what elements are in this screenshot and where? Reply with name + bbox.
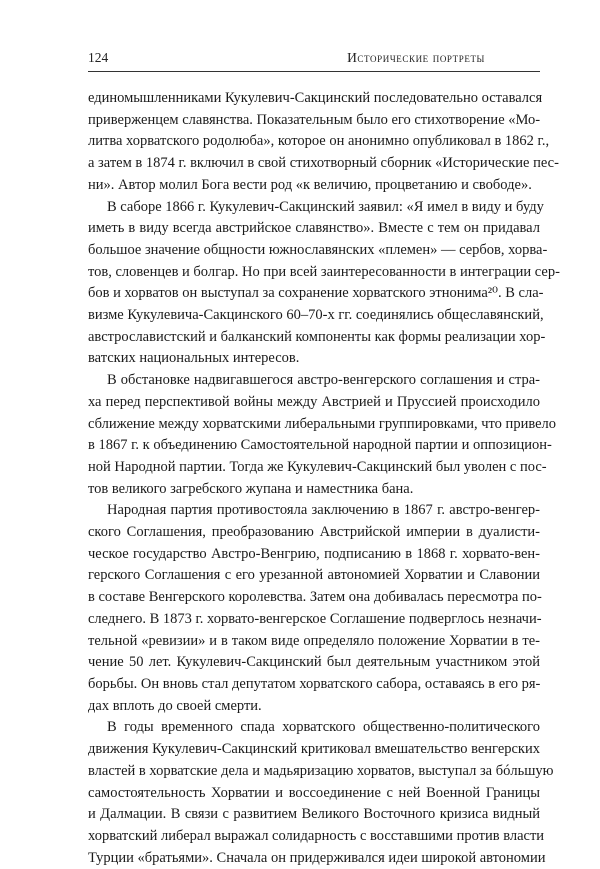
text-line: самостоятельность Хорватии и воссоединение с ней Военной Границы [88,784,540,801]
text-line: следнего. В 1873 г. хорвато-венгерское Соглашение подверглось незначи- [88,610,542,627]
text-line: ческое государство Австро-Венгрию, подписанию в 1868 г. хорвато-вен- [88,545,540,562]
paragraph [88,717,554,869]
text-line: приверженцем славянства. Показательным было его стихотворение «Мо- [88,111,541,128]
running-title: Исторические портреты [347,50,485,65]
text-line: ского Соглашения, преобразованию Австрийской империи в дуалисти- [88,524,540,541]
text-line: большое значение общности южнославянских «племен» — сербов, хорва- [88,241,548,258]
paragraph [88,88,559,197]
text-line: хорватский либерал выражал солидарность с восставшими против власти [88,827,545,844]
text-line: тельной «ревизии» и в таком виде определяло положение Хорватии в те- [88,632,540,649]
text-line: в составе Венгерского королевства. Затем она добивалась пересмотра по- [88,589,542,606]
page-number: 124 [88,50,109,65]
text-line: сближение между хорватскими либеральными группировками, что привело [88,415,557,432]
text-line: ной Народной партии. Тогда же Кукулевич-Сакцинский был уволен с пос- [88,458,547,475]
paragraph [88,500,540,717]
text-line: ватских национальных интересов. [88,350,300,367]
text-line: Турции «братьями». Сначала он придерживался идеи широкой автономии [88,849,546,866]
text-line: в 1867 г. к объединению Самостоятельной народной партии и оппозицион- [88,437,552,454]
text-line: чение 50 лет. Кукулевич-Сакцинский был деятельным участником этой [88,654,540,671]
body-text [88,88,560,869]
text-line: В саборе 1866 г. Кукулевич-Сакцинский заявил: «Я имел в виду и буду [107,198,544,215]
text-line: единомышленниками Кукулевич-Сакцинский последовательно оставался [88,90,543,106]
text-line: бов и хорватов он выступал за сохранение хорватского этнонима²⁰. В сла- [88,285,544,302]
header-rule [88,71,540,72]
text-line: властей в хорватские дела и мадьяризацию хорватов, выступал за бóльшую [88,762,554,779]
text-line: движения Кукулевич-Сакцинский критиковал вмешательство венгерских [88,741,540,758]
text-line: иметь в виду всегда австрийское славянство». Вместе с тем он придавал [88,220,540,237]
text-line: австрославистский и балканский компоненты как формы реализации хор- [88,328,546,345]
text-line: герского Соглашения с его урезанной автономией Хорватии и Славонии [88,567,540,584]
text-line: Народная партия противостояла заключению в 1867 г. австро-венгер- [107,502,540,519]
text-line: ха перед перспективой войны между Австрией и Пруссией происходило [88,393,540,410]
text-line: а затем в 1874 г. включил в свой стихотворный сборник «Исторические пес- [88,155,559,172]
text-line: В годы временного спада хорватского общественно-политического [107,719,540,736]
paragraph [88,197,560,371]
page-header [88,50,513,68]
text-line: и Далмации. В связи с развитием Великого Восточного кризиса видный [88,806,540,823]
text-line: тов великого загребского жупана и наместника бана. [88,480,414,497]
text-line: тов, словенцев и болгар. Но при всей заинтересованности в интеграции сер- [88,263,560,280]
text-line: В обстановке надвигавшегося австро-венгерского соглашения и стра- [107,372,540,389]
text-line: дах вплоть до своей смерти. [88,697,262,714]
text-line: визме Кукулевича-Сакцинского 60–70-х гг. соединялись общеславянский, [88,307,544,324]
paragraph [88,370,557,500]
text-line: борьбы. Он вновь стал депутатом хорватского сабора, оставаясь в его ря- [88,675,541,692]
text-line: литва хорватского родолюба», которое он анонимно опубликовал в 1862 г., [88,133,550,150]
text-line: ни». Автор молил Бога вести род «к величию, процветанию и свободе». [88,176,532,193]
